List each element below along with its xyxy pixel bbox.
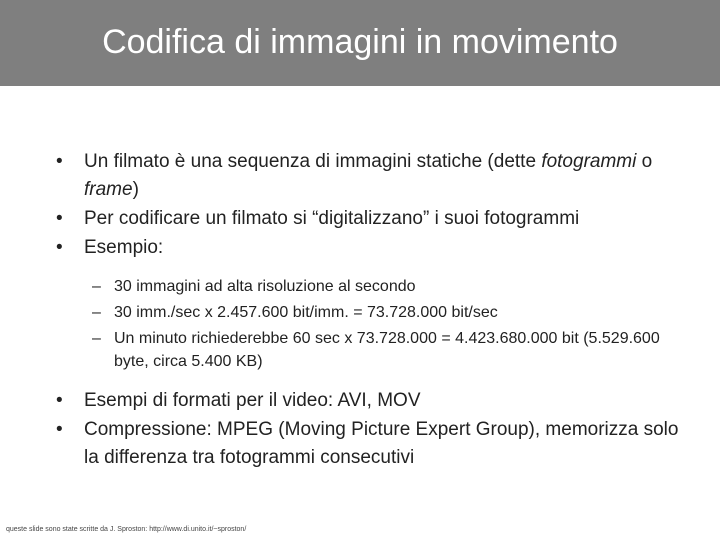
bullet-text: Esempi di formati per il video: AVI, MOV — [84, 390, 421, 411]
bullet-text: Un filmato è una sequenza di immagini statiche (dette fotogrammi o frame) — [84, 151, 653, 200]
bullet-item — [56, 148, 696, 204]
sub-bullet-item — [56, 301, 696, 324]
sub-bullet-text: 30 imm./sec x 2.457.600 bit/imm. = 73.728.000 bit/sec — [114, 304, 498, 321]
title-bar — [0, 0, 720, 86]
bullet-icon: • — [56, 419, 63, 440]
bullet-icon: • — [56, 151, 63, 172]
bullet-item — [56, 234, 696, 262]
sub-bullet-text: 30 immagini ad alta risoluzione al secondo — [114, 278, 416, 295]
bullet-text: Esempio: — [84, 237, 164, 258]
italic-term: fotogrammi — [541, 151, 637, 172]
bullet-icon: • — [56, 237, 63, 258]
bullet-icon: • — [56, 208, 63, 229]
slide-title: Codifica di immagini in movimento — [102, 23, 618, 61]
sub-bullet-list — [56, 275, 696, 373]
sub-bullet-item — [56, 327, 696, 373]
bullet-icon: • — [56, 390, 63, 411]
bullet-item — [56, 416, 696, 472]
footer-credit: queste slide sono state scritte da J. Sproston: http://www.di.unito.it/~sproston/ — [6, 526, 247, 533]
sub-bullet-item — [56, 275, 696, 298]
bullet-item — [56, 387, 696, 415]
italic-term: frame — [84, 179, 133, 200]
dash-icon: – — [92, 330, 101, 347]
dash-icon: – — [92, 304, 101, 321]
bullet-text: Per codificare un filmato si “digitalizzano” i suoi fotogrammi — [84, 208, 580, 229]
dash-icon: – — [92, 278, 101, 295]
bullet-item — [56, 205, 696, 233]
sub-bullet-text: Un minuto richiederebbe 60 sec x 73.728.000 = 4.423.680.000 bit (5.529.600 byte, circa 5.400 KB) — [114, 330, 660, 370]
bullet-text: Compressione: MPEG (Moving Picture Expert Group), memorizza solo la differenza tra fotogrammi consecutivi — [84, 419, 679, 468]
slide-content — [56, 148, 696, 473]
